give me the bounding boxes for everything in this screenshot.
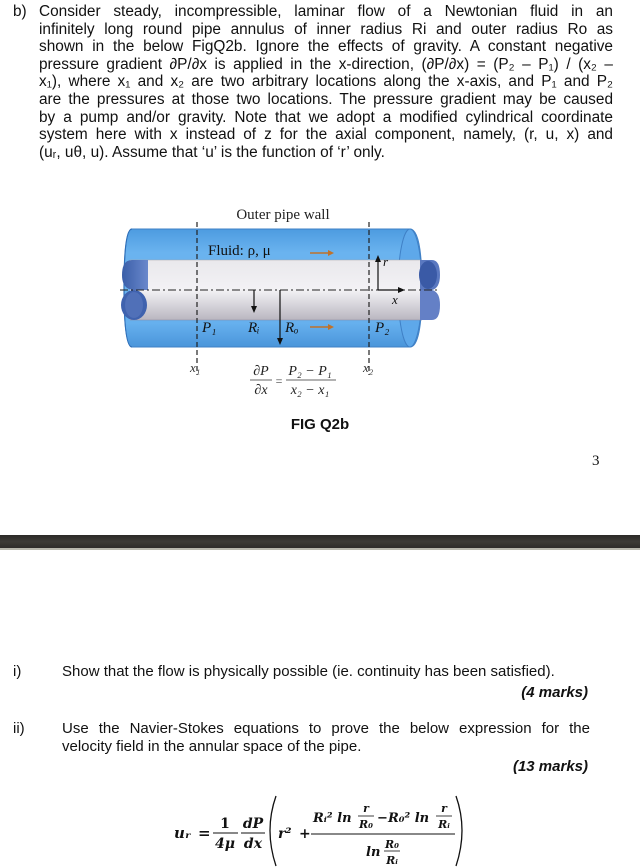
svg-text:Rᵢ: Rᵢ	[386, 854, 398, 867]
svg-text:r²: r²	[278, 826, 292, 842]
text-line: are the pressures at those two locations. The pressure gradient may be caused	[39, 90, 613, 108]
question-label: b)	[13, 3, 27, 20]
fluid-label: Fluid: ρ, μ	[208, 243, 271, 259]
ri-label: Rᵢ	[248, 320, 260, 336]
text-line: shown in the below FigQ2b. Ignore the effects of gravity. A constant negative	[39, 38, 613, 56]
svg-text:−: −	[377, 811, 388, 826]
svg-text:P₂ − P₁: P₂ − P₁	[288, 364, 332, 379]
pipe-annulus-figure	[120, 200, 440, 440]
outer-wall-label: Outer pipe wall	[236, 207, 330, 223]
figure-caption: FIG Q2b	[290, 416, 350, 433]
svg-text:ln: ln	[366, 845, 381, 860]
text-line: by a pump and/or gravity. Note that we adopt a modified cylindrical coordinate	[39, 108, 613, 126]
svg-text:R₀: R₀	[359, 818, 373, 831]
marks-label: (13 marks)	[512, 758, 588, 775]
p2-label: P₂	[375, 320, 390, 336]
svg-text:∂x: ∂x	[254, 383, 268, 398]
svg-text:x₂ − x₁: x₂ − x₁	[290, 383, 330, 398]
text-line: x₁), where x₁ and x₂ are two arbitrary locations along the x-axis, and P₁ and P₂	[39, 73, 613, 91]
svg-text:Rᵢ² ln: Rᵢ² ln	[313, 811, 352, 826]
question-b	[13, 3, 613, 161]
x2-label: x₂	[363, 360, 374, 375]
text-line: (uᵣ, uθ, u). Assume that ‘u’ is the function of ‘r’ only.	[39, 143, 385, 161]
question-text	[62, 720, 590, 755]
svg-text:Rᵢ: Rᵢ	[438, 818, 450, 831]
left-paren	[270, 796, 276, 866]
text-line: pressure gradient ∂P/∂x is applied in the x-direction, (∂P/∂x) = (P₂ – P₁) / (x₂ –	[39, 55, 613, 73]
svg-text:uᵣ: uᵣ	[174, 824, 192, 842]
right-paren	[456, 796, 462, 866]
text-line: velocity field in the annular space of the pipe.	[62, 737, 362, 755]
svg-text:4μ: 4μ	[215, 836, 235, 852]
svg-text:∂P: ∂P	[253, 364, 269, 379]
text-line: Consider steady, incompressible, laminar flow of a Newtonian fluid in an	[39, 3, 613, 20]
question-b-text	[39, 3, 613, 161]
marks-label: (4 marks)	[521, 684, 588, 701]
text-line: system here with x instead of z for the axial component, namely, (r, u, x) and	[39, 126, 613, 144]
text-line: Show that the flow is physically possible (ie. continuity has been satisfied).	[62, 663, 555, 680]
svg-text:=: =	[198, 824, 211, 842]
velocity-equation	[168, 790, 468, 868]
x-axis-label: x	[392, 292, 398, 307]
svg-text:r: r	[441, 802, 447, 815]
page-number: 3	[592, 453, 600, 469]
p1-label: P₁	[202, 320, 217, 336]
svg-text:r: r	[363, 802, 369, 815]
svg-text:R₀² ln: R₀² ln	[388, 811, 430, 826]
question-text	[62, 663, 590, 681]
svg-text:+: +	[299, 826, 311, 842]
svg-text:dP: dP	[242, 816, 264, 832]
x1-label: x₁	[190, 360, 201, 375]
svg-text:1: 1	[220, 816, 230, 832]
svg-text:R₀: R₀	[385, 838, 399, 851]
question-number: i)	[13, 663, 22, 680]
text-line: infinitely long round pipe annulus of inner radius Ri and outer radius Ro as	[39, 20, 613, 38]
text-line: Use the Navier-Stokes equations to prove the below expression for the	[62, 720, 590, 737]
question-number: ii)	[13, 720, 25, 737]
svg-text:dx: dx	[243, 836, 263, 852]
pressure-gradient-formula	[250, 364, 336, 398]
page-separator	[0, 535, 640, 550]
r-axis-label: r	[383, 254, 389, 269]
svg-text:=: =	[275, 374, 283, 388]
ro-label: Rₒ	[285, 320, 299, 336]
